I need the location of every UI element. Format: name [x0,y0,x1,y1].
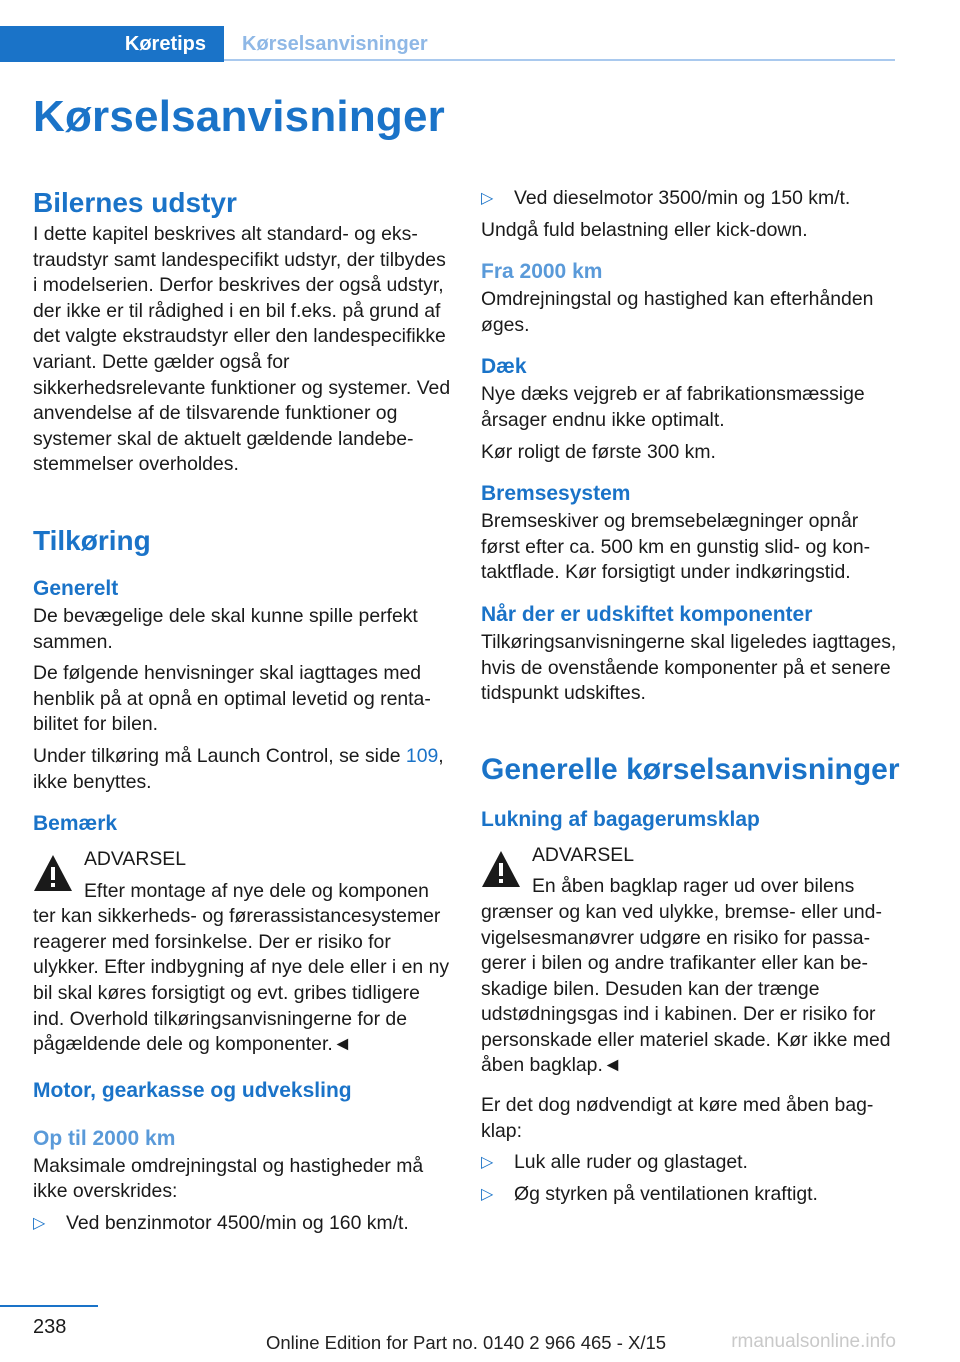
tires-paragraph-2: Kør roligt de første 300 km. [481,440,716,463]
engine-heading: Motor, gearkasse og udveksling [33,1078,352,1102]
general-heading: Generelt [33,576,119,600]
left-column [33,182,451,1237]
tailgate-heading: Lukning af bagagerumsklap [481,807,760,831]
from-2000-text: Omdrejningstal og hastighed kan efterhånden øges. [481,288,874,336]
from-2000-heading: Fra 2000 km [481,260,603,284]
avoid-text: Undgå fuld belastning eller kick-down. [481,218,808,241]
page-title: Kørselsanvisninger [33,92,445,141]
list-item [481,186,901,212]
brakes-text: Bremseskiver og bremsebelægninger opnår først efter ca. 500 km en gunstig slid- og kontaktflade. Kør forsigtigt under indkøringstid. [481,510,871,584]
break-in-heading: Tilkøring [33,524,151,556]
warning-body: ter kan sikkerheds- og førerassistancesystemer reagerer med forsinkelse. Der er risiko for ulykker. Efter indbygning af nye dele eller i en ny bil skal køres forsigtigt og evt. gribes tidligere ind. Overhold tilkøringsanvisningerne for de pågældende dele og komponenter.◄ [33,905,450,1056]
warning-triangle-icon [481,849,521,889]
header-bar [0,26,895,62]
bullet-arrow-icon: ▷ [481,1185,494,1203]
general-paragraph-1: De bevægelige dele skal kunne spille perfekt sammen. [33,604,418,653]
edition-text: Online Edition for Part no. 0140 2 966 465 - X/15 [266,1332,667,1353]
bullet-windows-text: Luk alle ruder og glastaget. [514,1151,748,1174]
warning-lead: En åben bagklap rager ud over bilens [532,875,855,898]
warning-lead: Efter montage af nye dele og komponen [84,879,429,902]
bullet-arrow-icon: ▷ [481,1154,494,1172]
watermark: rmanualsonline.info [731,1331,896,1352]
tires-paragraph-1: Nye dæks vejgreb er af fabrikationsmæssige årsager endnu ikke optimalt. [481,383,865,431]
upto-2000-text: Maksimale omdrejningstal og hastigheder må ikke overskrides: [33,1154,424,1203]
upto-2000-heading: Op til 2000 km [33,1126,176,1150]
bullet-arrow-icon: ▷ [481,190,494,207]
bullet-arrow-icon: ▷ [33,1215,46,1233]
warning-box-parts [33,847,451,1058]
footer-rule [0,1305,98,1307]
page-link-109[interactable]: 109 [405,744,439,767]
right-column [481,186,901,1207]
equipment-heading: Bilernes udstyr [33,187,237,218]
subsection-tab[interactable]: Kørselsanvisninger [242,32,428,55]
tires-heading: Dæk [481,355,527,379]
section-tab[interactable]: Køretips [0,26,224,62]
general-paragraph-3 [33,744,451,795]
equipment-text: I dette kapitel beskrives alt standard- og ekstraudstyr samt landespecifikt udstyr, der tilbydes i modelserien. Derfor beskrives der også udstyr, der ikke er til rådighed i en bil f.eks. på grund af det valgte ekstraudstyr eller den landespecifikke variant. Dette gælder også for sikkerhedsrelevante funktioner og systemer. Ved anvendelse af de tilsvarende funktioner og systemer skal de aktuelt gældende landebestemmelser overholdes. [33,223,451,476]
warning-box-tailgate [481,843,901,1079]
replaced-components-heading: Når der er udskiftet komponenter [481,602,813,626]
general-driving-heading: Generelle kørselsanvisninger [481,752,900,786]
bullet-petrol-text: Ved benzinmotor 4500/min og 160 km/t. [66,1212,409,1235]
list-item [481,1150,901,1176]
launch-control-text: Under tilkøring må Launch Control, se side [33,744,406,767]
warning-body: grænser og kan ved ulykke, bremse- eller undvigelsesmanøvrer udgøre en risiko for passagerer i bilen og andre trafikanter eller kan beskadige bilen. Desuden kan der trænge udstødningsgas ind i kabinen. Der er risiko for personskade eller materiel skade. Kør ikke med åben bagklap.◄ [481,900,891,1077]
list-item [481,1182,901,1208]
brakes-heading: Bremsesystem [481,482,631,506]
warning-label: ADVARSEL [532,843,635,866]
list-item [33,1211,451,1237]
note-heading: Bemærk [33,812,118,836]
header-rule [224,59,895,61]
open-tailgate-text: Er det dog nødvendigt at køre med åben bagklap: [481,1094,874,1142]
bullet-diesel-text: Ved dieselmotor 3500/min og 150 km/t. [514,187,851,209]
replaced-components-text: Tilkøringsanvisningerne skal ligeledes iagttages, hvis de ovenstående komponenter på et senere tidspunkt udskiftes. [481,630,897,705]
warning-triangle-icon [33,853,73,893]
bullet-ventilation-text: Øg styrken på ventilationen kraftigt. [514,1182,818,1205]
general-paragraph-2: De følgende henvisninger skal iagttages med henblik på at opnå en optimal levetid og rentabilitet for bilen. [33,662,431,736]
launch-control-text-end: , ikke benyttes. [33,744,444,793]
page-number: 238 [33,1316,67,1338]
warning-label: ADVARSEL [84,848,187,871]
